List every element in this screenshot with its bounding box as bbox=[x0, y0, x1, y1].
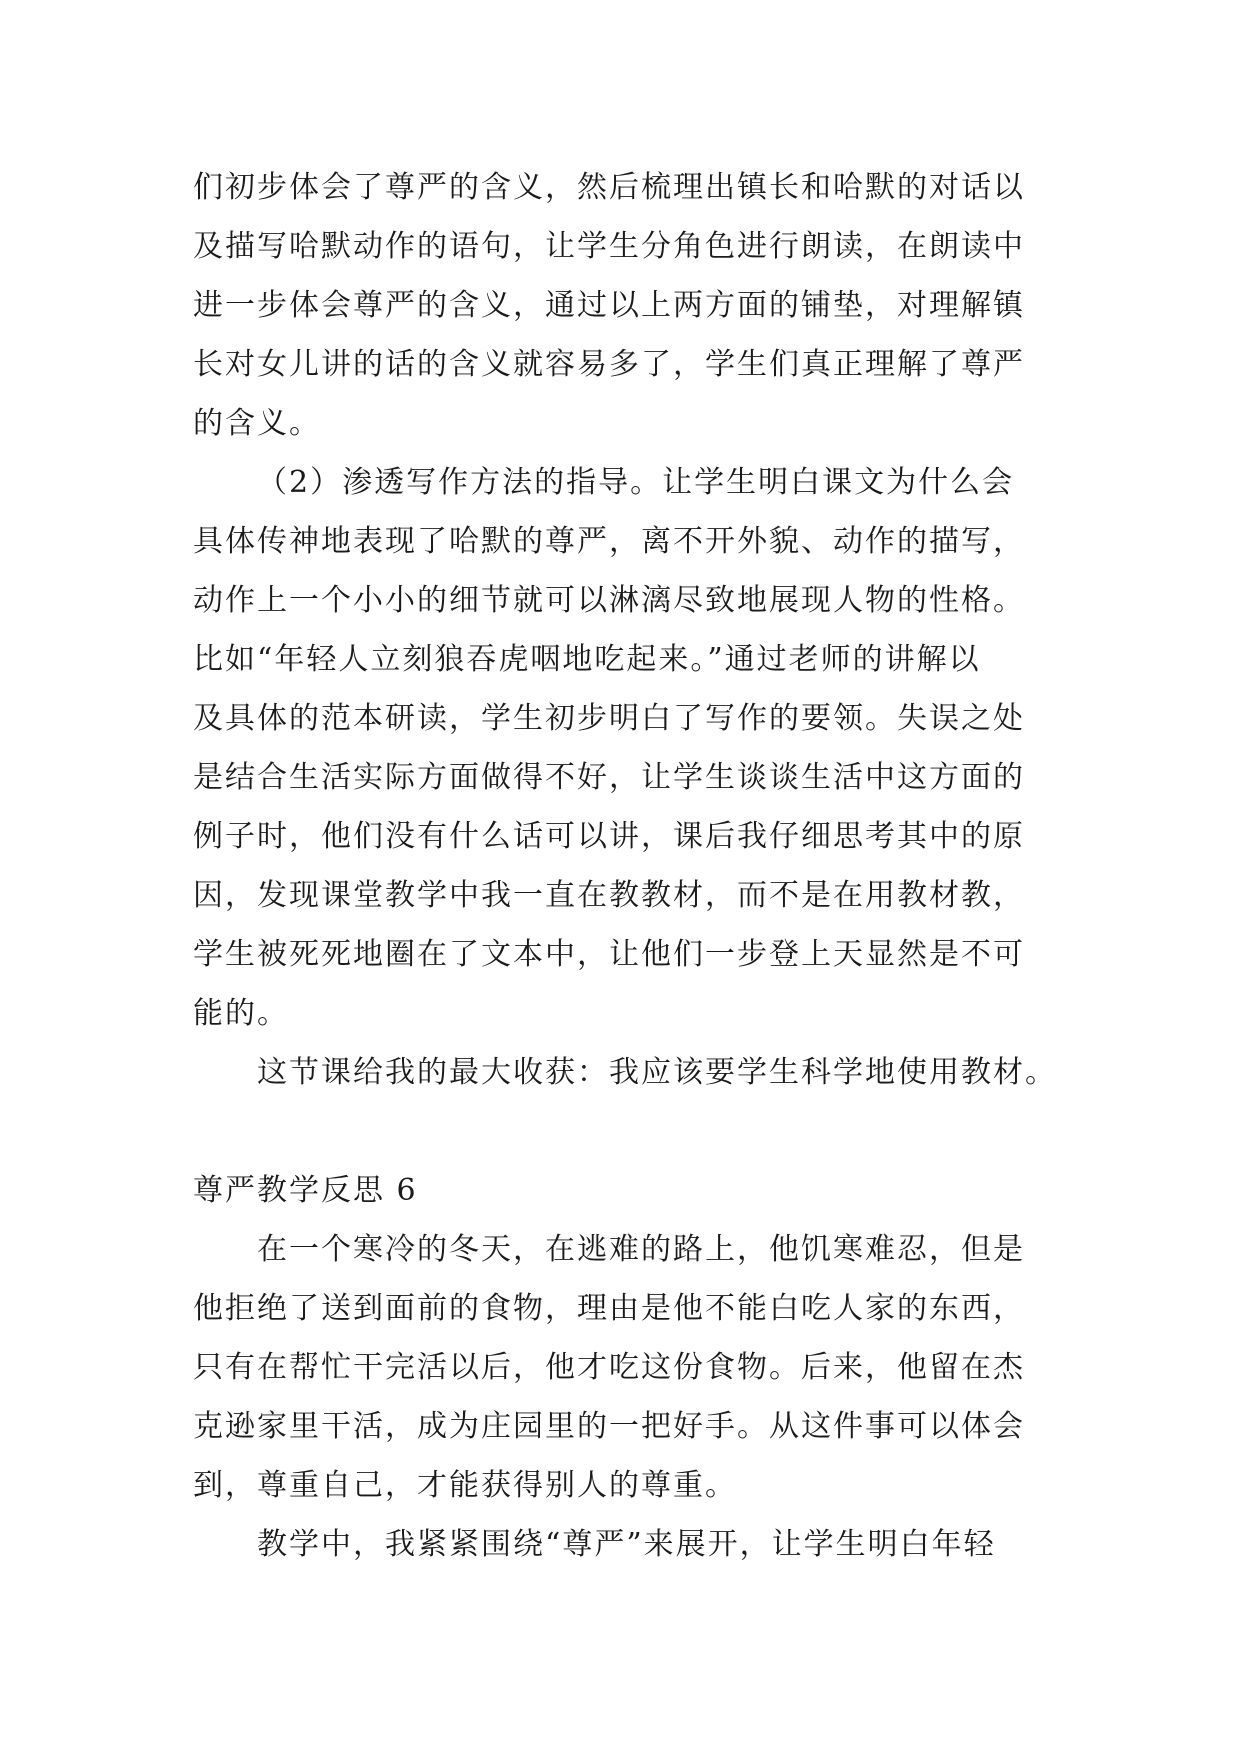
paragraph-teaching bbox=[193, 1515, 1053, 1574]
text-line: 例子时，他们没有什么话可以讲，课后我仔细思考其中的原 bbox=[193, 819, 1025, 854]
text-line: 们初步体会了尊严的含义，然后梳理出镇长和哈默的对话以 bbox=[193, 170, 1025, 205]
text-line: （2）渗透写作方法的指导。让学生明白课文为什么会 bbox=[257, 465, 1015, 500]
text-line: 因，发现课堂教学中我一直在教教材，而不是在用教材教， bbox=[193, 878, 1025, 913]
paragraph-continuation bbox=[193, 158, 1053, 453]
paragraph-gain bbox=[193, 1043, 1057, 1102]
paragraph-writing-method bbox=[193, 453, 1053, 1043]
document-body bbox=[193, 158, 1057, 1574]
text-line: 克逊家里干活，成为庄园里的一把好手。从这件事可以体会 bbox=[193, 1409, 1025, 1444]
text-line: 教学中，我紧紧围绕“尊严”来展开，让学生明白年轻 bbox=[257, 1527, 996, 1562]
text-line: 学生被死死地圈在了文本中，让他们一步登上天显然是不可 bbox=[193, 937, 1025, 972]
text-line: 及具体的范本研读，学生初步明白了写作的要领。失误之处 bbox=[193, 701, 1025, 736]
text-line: 比如“年轻人立刻狼吞虎咽地吃起来。”通过老师的讲解以 bbox=[193, 642, 981, 677]
text-line: 到，尊重自己，才能获得别人的尊重。 bbox=[193, 1468, 737, 1503]
text-line: 只有在帮忙干完活以后，他才吃这份食物。后来，他留在杰 bbox=[193, 1350, 1025, 1385]
text-line: 进一步体会尊严的含义，通过以上两方面的铺垫，对理解镇 bbox=[193, 288, 1025, 323]
text-line: 这节课给我的最大收获：我应该要学生科学地使用教材。 bbox=[257, 1055, 1057, 1090]
section-heading: 尊严教学反思 6 bbox=[193, 1173, 418, 1208]
text-line: 及描写哈默动作的语句，让学生分角色进行朗读，在朗读中 bbox=[193, 229, 1025, 264]
text-line: 动作上一个小小的细节就可以淋漓尽致地展现人物的性格。 bbox=[193, 583, 1025, 618]
text-line: 的含义。 bbox=[193, 406, 321, 441]
text-line: 长对女儿讲的话的含义就容易多了，学生们真正理解了尊严 bbox=[193, 347, 1025, 382]
text-line: 在一个寒冷的冬天，在逃难的路上，他饥寒难忍，但是 bbox=[257, 1232, 1025, 1267]
text-line: 具体传神地表现了哈默的尊严，离不开外貌、动作的描写， bbox=[193, 524, 1025, 559]
text-line: 是结合生活实际方面做得不好，让学生谈谈生活中这方面的 bbox=[193, 760, 1025, 795]
blank-line bbox=[193, 1102, 1053, 1161]
text-line: 能的。 bbox=[193, 996, 289, 1031]
paragraph-story bbox=[193, 1220, 1053, 1515]
text-line: 他拒绝了送到面前的食物，理由是他不能白吃人家的东西， bbox=[193, 1291, 1025, 1326]
